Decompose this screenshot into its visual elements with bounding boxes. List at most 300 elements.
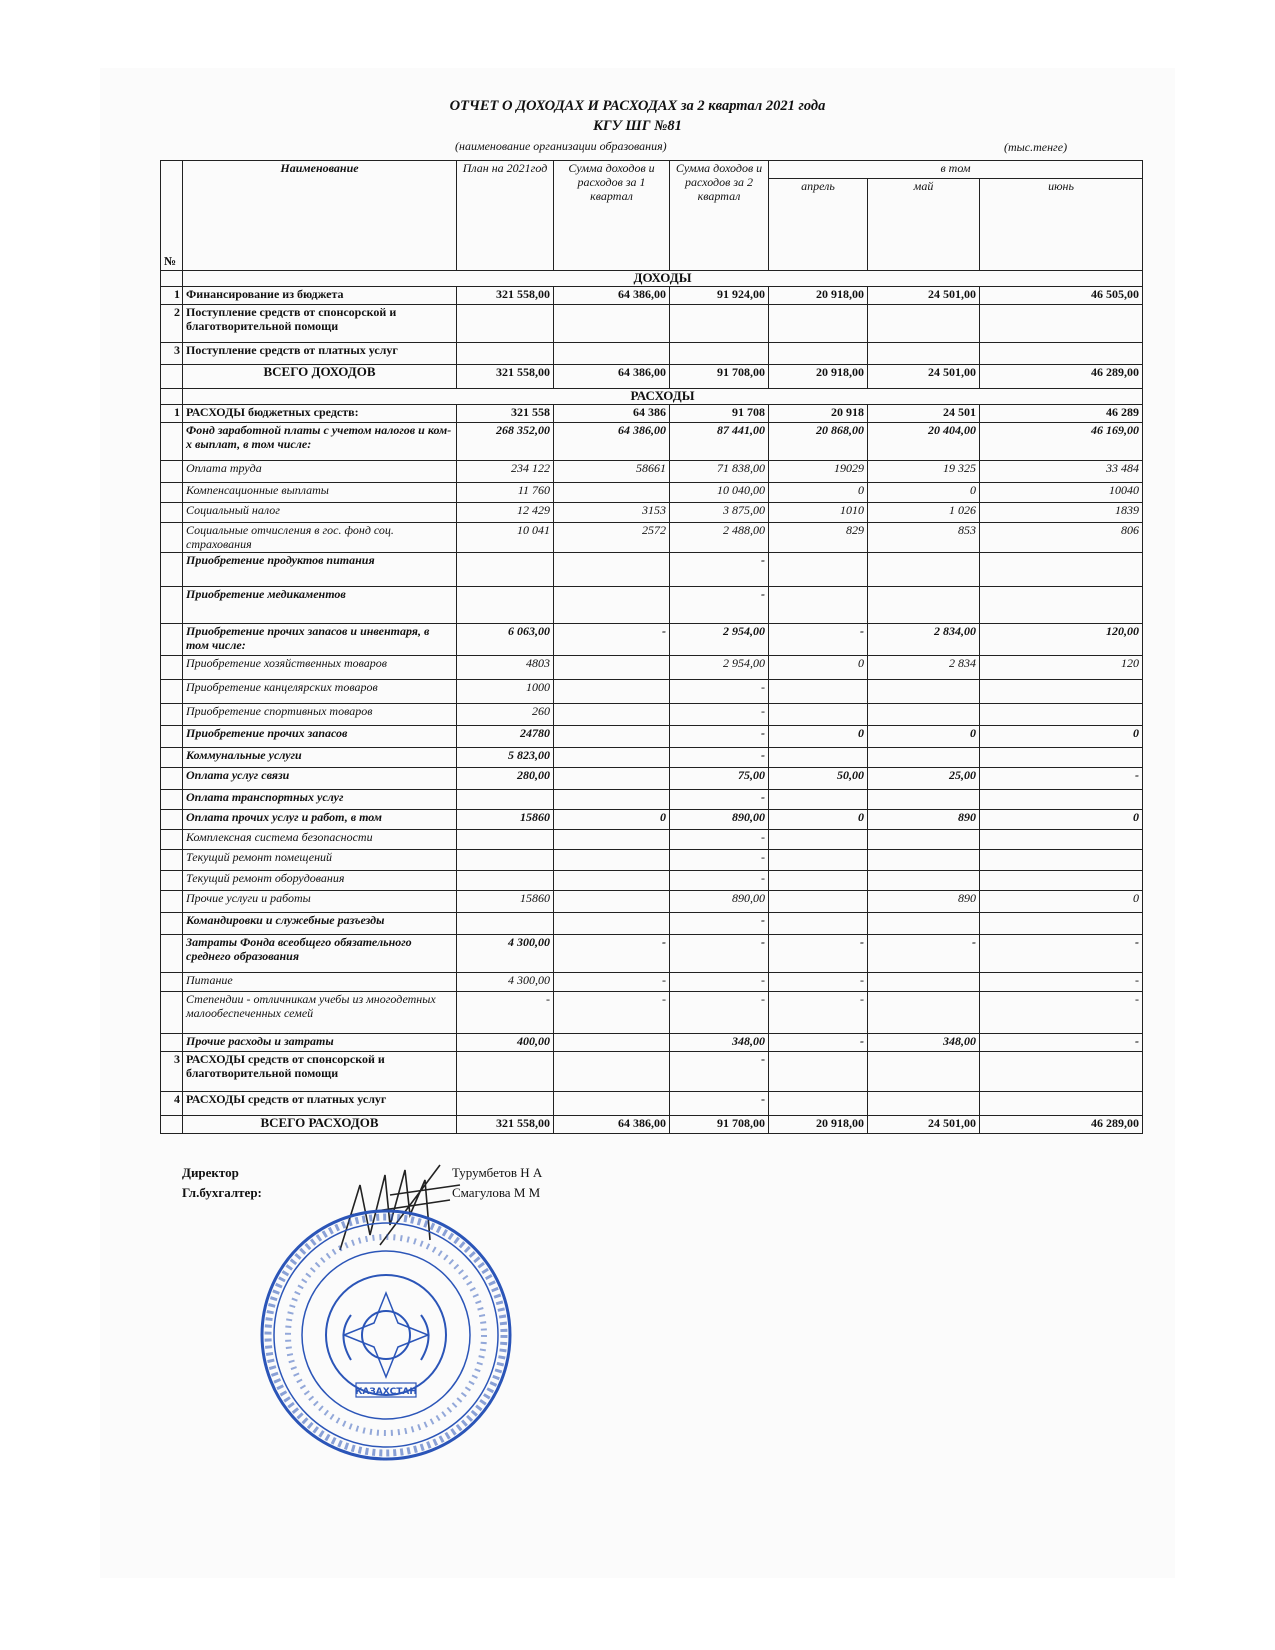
cell-q1 — [554, 850, 670, 871]
cell-jun — [980, 830, 1143, 850]
row-name: РАСХОДЫ бюджетных средств: — [183, 405, 457, 423]
cell-jun: - — [980, 935, 1143, 973]
cell-jun — [980, 790, 1143, 810]
cell-q2: 890,00 — [670, 891, 769, 913]
cell-jun — [980, 748, 1143, 768]
organization-name: КГУ ШГ №81 — [593, 118, 682, 134]
cell-q2: 2 954,00 — [670, 656, 769, 680]
row-number — [161, 503, 183, 523]
cell-apr: 19029 — [769, 461, 868, 483]
row-number: 4 — [161, 1092, 183, 1116]
cell-jun: 46 289,00 — [980, 365, 1143, 389]
cell-apr: - — [769, 624, 868, 656]
cell-q2 — [670, 343, 769, 365]
cell-may — [868, 992, 980, 1034]
cell-jun: 120,00 — [980, 624, 1143, 656]
cell-may: 0 — [868, 483, 980, 503]
cell-q2: 71 838,00 — [670, 461, 769, 483]
expense-row — [161, 483, 1143, 503]
cell-apr: 0 — [769, 656, 868, 680]
row-number — [161, 850, 183, 871]
expense-row — [161, 726, 1143, 748]
row-name: Текущий ремонт помещений — [183, 850, 457, 871]
director-label: Директор — [182, 1165, 239, 1180]
col-header-q2: Сумма доходов и расходов за 2 квартал — [670, 161, 769, 271]
col-header-april: апрель — [769, 179, 868, 271]
expense-row — [161, 1092, 1143, 1116]
row-number — [161, 748, 183, 768]
accountant-name: Смагулова М М — [452, 1185, 541, 1200]
cell-jun: 46 505,00 — [980, 287, 1143, 305]
col-header-may: май — [868, 179, 980, 271]
cell-q1: - — [554, 973, 670, 992]
cell-plan: 4 300,00 — [457, 973, 554, 992]
row-number — [161, 871, 183, 891]
row-name: Затраты Фонда всеобщего обязательного среднего образования — [183, 935, 457, 973]
cell-plan — [457, 343, 554, 365]
cell-q2: 3 875,00 — [670, 503, 769, 523]
cell-may: 890 — [868, 810, 980, 830]
row-number — [161, 768, 183, 790]
expense-row — [161, 992, 1143, 1034]
cell-jun: 120 — [980, 656, 1143, 680]
cell-q2: - — [670, 587, 769, 624]
cell-plan — [457, 587, 554, 624]
cell-jun — [980, 587, 1143, 624]
cell-may — [868, 704, 980, 726]
cell-plan: 15860 — [457, 891, 554, 913]
cell-jun: 0 — [980, 726, 1143, 748]
expense-row — [161, 973, 1143, 992]
cell-plan: 321 558,00 — [457, 1116, 554, 1134]
cell-plan: 10 041 — [457, 523, 554, 553]
expense-row — [161, 748, 1143, 768]
cell-may: 2 834,00 — [868, 624, 980, 656]
cell-q2: - — [670, 790, 769, 810]
cell-may: 24 501,00 — [868, 287, 980, 305]
cell-q2: - — [670, 992, 769, 1034]
cell-q1: 64 386,00 — [554, 1116, 670, 1134]
cell-q1 — [554, 830, 670, 850]
row-number — [161, 790, 183, 810]
cell-plan — [457, 913, 554, 935]
cell-apr: 1010 — [769, 503, 868, 523]
cell-plan — [457, 830, 554, 850]
row-name: РАСХОДЫ средств от спонсорской и благотворительной помощи — [183, 1052, 457, 1092]
row-name: Коммунальные услуги — [183, 748, 457, 768]
cell-jun — [980, 305, 1143, 343]
cell-q2: 2 954,00 — [670, 624, 769, 656]
cell-apr — [769, 1052, 868, 1092]
expense-row — [161, 913, 1143, 935]
row-name: Приобретение продуктов питания — [183, 553, 457, 587]
income-total-row — [161, 365, 1143, 389]
income-row — [161, 343, 1143, 365]
expense-row — [161, 656, 1143, 680]
row-name: Приобретение прочих запасов и инвентаря, в том числе: — [183, 624, 457, 656]
cell-q1: 2572 — [554, 523, 670, 553]
row-number: 3 — [161, 343, 183, 365]
col-header-june: июнь — [980, 179, 1143, 271]
cell-jun: 0 — [980, 891, 1143, 913]
cell-q2: - — [670, 1092, 769, 1116]
cell-plan — [457, 871, 554, 891]
row-name: Финансирование из бюджета — [183, 287, 457, 305]
cell-q1: 64 386,00 — [554, 365, 670, 389]
cell-jun — [980, 1052, 1143, 1092]
cell-apr — [769, 790, 868, 810]
expense-row — [161, 405, 1143, 423]
expense-row — [161, 935, 1143, 973]
accountant-label: Гл.бухгалтер: — [182, 1185, 262, 1200]
cell-q1 — [554, 1034, 670, 1052]
cell-jun — [980, 343, 1143, 365]
report-table — [160, 160, 1143, 1134]
cell-may: 0 — [868, 726, 980, 748]
cell-q1 — [554, 726, 670, 748]
cell-may: 2 834 — [868, 656, 980, 680]
cell-jun — [980, 553, 1143, 587]
cell-plan: 15860 — [457, 810, 554, 830]
cell-apr: - — [769, 992, 868, 1034]
cell-plan — [457, 850, 554, 871]
cell-may — [868, 587, 980, 624]
expense-row — [161, 790, 1143, 810]
row-name: Прочие расходы и затраты — [183, 1034, 457, 1052]
cell-q1 — [554, 483, 670, 503]
row-name: Приобретение хозяйственных товаров — [183, 656, 457, 680]
row-number — [161, 830, 183, 850]
cell-jun — [980, 704, 1143, 726]
director-name: Турумбетов Н А — [452, 1165, 543, 1180]
row-name: Социальные отчисления в гос. фонд соц. страхования — [183, 523, 457, 553]
section-spacer — [161, 271, 183, 287]
cell-may — [868, 1092, 980, 1116]
cell-plan — [457, 305, 554, 343]
cell-plan — [457, 1052, 554, 1092]
cell-q2: 890,00 — [670, 810, 769, 830]
cell-plan: 260 — [457, 704, 554, 726]
official-seal — [256, 1205, 516, 1465]
cell-apr: 20 918,00 — [769, 1116, 868, 1134]
row-name: Оплата прочих услуг и работ, в том — [183, 810, 457, 830]
cell-q2: 91 708 — [670, 405, 769, 423]
expense-row — [161, 680, 1143, 704]
cell-q1 — [554, 704, 670, 726]
cell-plan: 24780 — [457, 726, 554, 748]
cell-q2: - — [670, 553, 769, 587]
cell-apr: 50,00 — [769, 768, 868, 790]
cell-q1 — [554, 871, 670, 891]
row-number: 2 — [161, 305, 183, 343]
cell-apr — [769, 1092, 868, 1116]
organization-caption: (наименование организации образования) — [455, 139, 667, 153]
row-name: Приобретение прочих запасов — [183, 726, 457, 748]
cell-plan: 1000 — [457, 680, 554, 704]
cell-may — [868, 830, 980, 850]
cell-q1 — [554, 305, 670, 343]
cell-may — [868, 850, 980, 871]
row-name: ВСЕГО РАСХОДОВ — [183, 1116, 457, 1134]
cell-plan: 6 063,00 — [457, 624, 554, 656]
row-number — [161, 726, 183, 748]
cell-q1: 64 386,00 — [554, 423, 670, 461]
cell-q2: - — [670, 973, 769, 992]
cell-jun: 46 169,00 — [980, 423, 1143, 461]
cell-may: 19 325 — [868, 461, 980, 483]
cell-q1 — [554, 891, 670, 913]
row-name: ВСЕГО ДОХОДОВ — [183, 365, 457, 389]
row-number — [161, 680, 183, 704]
row-name: Оплата услуг связи — [183, 768, 457, 790]
cell-jun: - — [980, 973, 1143, 992]
row-name: Приобретение медикаментов — [183, 587, 457, 624]
cell-plan — [457, 1092, 554, 1116]
cell-q1 — [554, 790, 670, 810]
row-number — [161, 461, 183, 483]
cell-apr: 20 868,00 — [769, 423, 868, 461]
cell-jun: 46 289 — [980, 405, 1143, 423]
row-name: Оплата транспортных услуг — [183, 790, 457, 810]
row-number — [161, 704, 183, 726]
expense-row — [161, 830, 1143, 850]
cell-may: 24 501,00 — [868, 365, 980, 389]
cell-q1 — [554, 343, 670, 365]
cell-may: 1 026 — [868, 503, 980, 523]
cell-q2: - — [670, 935, 769, 973]
row-number — [161, 1034, 183, 1052]
income-row — [161, 305, 1143, 343]
cell-may — [868, 871, 980, 891]
row-name: Социальный налог — [183, 503, 457, 523]
cell-q2: 91 924,00 — [670, 287, 769, 305]
expense-row — [161, 523, 1143, 553]
cell-q2: - — [670, 680, 769, 704]
seal-text: КАЗАХСТАН — [355, 1387, 417, 1397]
cell-q2: 348,00 — [670, 1034, 769, 1052]
row-name: Компенсационные выплаты — [183, 483, 457, 503]
row-name: Степендии - отличникам учебы из многодетных малообеспеченных семей — [183, 992, 457, 1034]
row-number — [161, 935, 183, 973]
cell-jun: 0 — [980, 810, 1143, 830]
expense-row — [161, 1052, 1143, 1092]
cell-plan: 321 558,00 — [457, 287, 554, 305]
cell-may: 853 — [868, 523, 980, 553]
cell-q1 — [554, 680, 670, 704]
cell-may: 890 — [868, 891, 980, 913]
row-name: Фонд заработной платы с учетом налогов и ком-х выплат, в том числе: — [183, 423, 457, 461]
cell-may — [868, 680, 980, 704]
cell-plan: 4803 — [457, 656, 554, 680]
cell-q1 — [554, 1052, 670, 1092]
row-number: 1 — [161, 287, 183, 305]
expense-row — [161, 871, 1143, 891]
cell-apr: 0 — [769, 810, 868, 830]
cell-jun: - — [980, 992, 1143, 1034]
cell-jun — [980, 850, 1143, 871]
expense-row — [161, 1034, 1143, 1052]
row-number — [161, 913, 183, 935]
row-name: Приобретение канцелярских товаров — [183, 680, 457, 704]
cell-may — [868, 748, 980, 768]
cell-q2: - — [670, 726, 769, 748]
cell-q1: 64 386,00 — [554, 287, 670, 305]
cell-apr: 0 — [769, 726, 868, 748]
row-number — [161, 810, 183, 830]
cell-apr: - — [769, 935, 868, 973]
cell-apr: - — [769, 1034, 868, 1052]
row-number — [161, 624, 183, 656]
cell-plan: 5 823,00 — [457, 748, 554, 768]
cell-q1 — [554, 748, 670, 768]
cell-q1 — [554, 1092, 670, 1116]
row-name: Текущий ремонт оборудования — [183, 871, 457, 891]
cell-apr — [769, 748, 868, 768]
cell-jun — [980, 1092, 1143, 1116]
cell-apr — [769, 850, 868, 871]
cell-jun: 46 289,00 — [980, 1116, 1143, 1134]
cell-apr — [769, 305, 868, 343]
expense-row — [161, 503, 1143, 523]
cell-q2: - — [670, 704, 769, 726]
cell-q2: 2 488,00 — [670, 523, 769, 553]
cell-q2 — [670, 305, 769, 343]
cell-may — [868, 305, 980, 343]
row-name: Оплата труда — [183, 461, 457, 483]
col-header-q1: Сумма доходов и расходов за 1 квартал — [554, 161, 670, 271]
cell-jun: 10040 — [980, 483, 1143, 503]
cell-q2: - — [670, 850, 769, 871]
cell-may: 25,00 — [868, 768, 980, 790]
cell-jun: 806 — [980, 523, 1143, 553]
cell-may — [868, 1052, 980, 1092]
expense-row — [161, 891, 1143, 913]
row-number — [161, 553, 183, 587]
expense-row — [161, 704, 1143, 726]
cell-apr — [769, 704, 868, 726]
cell-q1 — [554, 768, 670, 790]
row-number — [161, 587, 183, 624]
cell-q2: - — [670, 748, 769, 768]
cell-q1 — [554, 587, 670, 624]
row-name: Командировки и служебные разъезды — [183, 913, 457, 935]
cell-jun: 1839 — [980, 503, 1143, 523]
cell-jun — [980, 871, 1143, 891]
row-name: Приобретение спортивных товаров — [183, 704, 457, 726]
col-header-name: Наименование — [183, 161, 457, 271]
cell-may — [868, 343, 980, 365]
row-number — [161, 523, 183, 553]
cell-may — [868, 973, 980, 992]
cell-apr: 20 918,00 — [769, 365, 868, 389]
expense-row — [161, 423, 1143, 461]
cell-q1: 3153 — [554, 503, 670, 523]
row-name: РАСХОДЫ средств от платных услуг — [183, 1092, 457, 1116]
cell-q1 — [554, 913, 670, 935]
cell-may — [868, 553, 980, 587]
cell-q1 — [554, 656, 670, 680]
cell-q1: 0 — [554, 810, 670, 830]
cell-may: 348,00 — [868, 1034, 980, 1052]
cell-jun: - — [980, 1034, 1143, 1052]
cell-q1: 64 386 — [554, 405, 670, 423]
expense-row — [161, 810, 1143, 830]
cell-q2: 91 708,00 — [670, 1116, 769, 1134]
cell-q1: - — [554, 992, 670, 1034]
col-header-num: № — [161, 161, 183, 271]
cell-may: 20 404,00 — [868, 423, 980, 461]
cell-plan — [457, 553, 554, 587]
row-name: Поступление средств от спонсорской и благотворительной помощи — [183, 305, 457, 343]
cell-q2: - — [670, 913, 769, 935]
cell-q2: 10 040,00 — [670, 483, 769, 503]
cell-apr — [769, 553, 868, 587]
row-name: Поступление средств от платных услуг — [183, 343, 457, 365]
cell-plan: 280,00 — [457, 768, 554, 790]
row-number — [161, 365, 183, 389]
cell-plan: 400,00 — [457, 1034, 554, 1052]
cell-plan: 321 558,00 — [457, 365, 554, 389]
expense-row — [161, 624, 1143, 656]
cell-jun: 33 484 — [980, 461, 1143, 483]
row-number: 3 — [161, 1052, 183, 1092]
cell-may: 24 501,00 — [868, 1116, 980, 1134]
cell-q1 — [554, 553, 670, 587]
row-number — [161, 656, 183, 680]
row-number: 1 — [161, 405, 183, 423]
expense-row — [161, 587, 1143, 624]
row-number — [161, 973, 183, 992]
report-title: ОТЧЕТ О ДОХОДАХ И РАСХОДАХ за 2 квартал 2021 года — [449, 98, 826, 114]
cell-apr: 20 918 — [769, 405, 868, 423]
cell-apr — [769, 830, 868, 850]
cell-apr — [769, 680, 868, 704]
cell-q2: 91 708,00 — [670, 365, 769, 389]
cell-apr — [769, 871, 868, 891]
cell-apr: 829 — [769, 523, 868, 553]
col-header-group: в том — [769, 161, 1143, 179]
cell-plan — [457, 790, 554, 810]
cell-plan: 4 300,00 — [457, 935, 554, 973]
row-name: Комплексная система безопасности — [183, 830, 457, 850]
cell-q1: - — [554, 935, 670, 973]
cell-q2: 75,00 — [670, 768, 769, 790]
row-number — [161, 1116, 183, 1134]
expenses-total-row — [161, 1116, 1143, 1134]
income-section-header: ДОХОДЫ — [183, 271, 1143, 287]
expense-row — [161, 553, 1143, 587]
cell-plan: 12 429 — [457, 503, 554, 523]
cell-q2: - — [670, 830, 769, 850]
cell-apr: - — [769, 973, 868, 992]
cell-may — [868, 913, 980, 935]
expense-row — [161, 768, 1143, 790]
row-name: Питание — [183, 973, 457, 992]
cell-q1: - — [554, 624, 670, 656]
cell-apr — [769, 587, 868, 624]
col-header-plan: План на 2021год — [457, 161, 554, 271]
expense-row — [161, 850, 1143, 871]
cell-apr — [769, 913, 868, 935]
cell-may: - — [868, 935, 980, 973]
cell-may — [868, 790, 980, 810]
cell-plan: - — [457, 992, 554, 1034]
row-number — [161, 423, 183, 461]
section-spacer — [161, 389, 183, 405]
cell-jun — [980, 913, 1143, 935]
cell-q2: 87 441,00 — [670, 423, 769, 461]
cell-q1: 58661 — [554, 461, 670, 483]
